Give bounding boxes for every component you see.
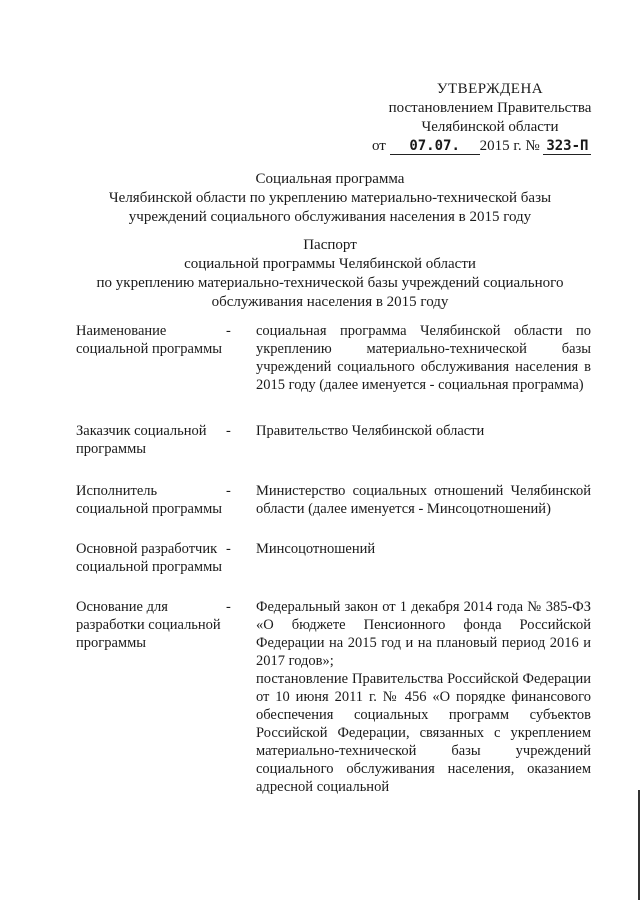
passport-heading-line-4: обслуживания населения в 2015 году	[211, 294, 449, 310]
approval-title: УТВЕРЖДЕНА	[436, 81, 544, 97]
approval-prefix: от	[372, 138, 386, 154]
passport-heading-line-3: по укреплению материально-технической базы учреждений социального	[96, 275, 564, 291]
program-heading-line-3: учреждений социального обслуживания населения в 2015 году	[128, 209, 532, 225]
passport-label: Наименование социальной программы	[76, 323, 222, 357]
passport-value: Министерство социальных отношений Челябинской области (далее именуется - Минсоцотношений)	[256, 483, 591, 517]
passport-dash: -	[226, 541, 231, 557]
passport-value: Минсоцотношений	[256, 541, 376, 557]
approval-number: 323-П	[543, 139, 591, 155]
passport-row-executor	[76, 482, 591, 518]
passport-value: Федеральный закон от 1 декабря 2014 года № 385-ФЗ «О бюджете Пенсионного фонда Российской Федерации на 2015 год и на плановый период 2016 и 2017 годов»;	[256, 599, 591, 669]
passport-label: Основание для разработки социальной программы	[76, 599, 221, 651]
passport-dash: -	[226, 599, 231, 615]
program-heading-line-1: Социальная программа	[255, 171, 405, 187]
passport-label: Основной разработчик социальной программы	[76, 541, 222, 575]
passport-value-continued: постановление Правительства Российской Федерации от 10 июня 2011 г. № 456 «О порядке финансового обеспечения социальных программ субъектов Российской Федерации, связанных с укреплением материально-технической базы учреждений социального обслуживания населения, оказанием адресной социальной	[256, 671, 591, 795]
approval-stamp	[360, 80, 620, 156]
approval-date-line	[372, 137, 620, 156]
approval-line-1: постановлением Правительства	[388, 100, 592, 116]
approval-date: 07.07.	[390, 139, 480, 155]
approval-line-2: Челябинской области	[421, 119, 559, 135]
passport-label: Исполнитель социальной программы	[76, 483, 222, 517]
passport-value-group	[256, 598, 591, 796]
passport-row-name	[76, 322, 591, 394]
passport-heading-line-2: социальной программы Челябинской области	[184, 256, 476, 272]
passport-heading-line-1: Паспорт	[303, 237, 357, 253]
passport-row-basis	[76, 598, 591, 796]
passport-value: социальная программа Челябинской области по укреплению материально-технической базы учреждений социального обслуживания населения в 2015 году (далее именуется - социальная программа)	[256, 323, 591, 393]
approval-year: 2015 г. №	[479, 138, 540, 154]
passport-value: Правительство Челябинской области	[256, 423, 485, 439]
passport-row-developer	[76, 540, 591, 576]
passport-dash: -	[226, 323, 231, 339]
passport-dash: -	[226, 423, 231, 439]
program-heading-line-2: Челябинской области по укреплению материально-технической базы	[108, 190, 552, 206]
passport-table	[76, 322, 591, 796]
passport-heading	[60, 236, 600, 312]
passport-label: Заказчик социальной программы	[76, 423, 207, 457]
program-heading	[60, 170, 600, 227]
passport-row-customer	[76, 422, 591, 458]
passport-dash: -	[226, 483, 231, 499]
